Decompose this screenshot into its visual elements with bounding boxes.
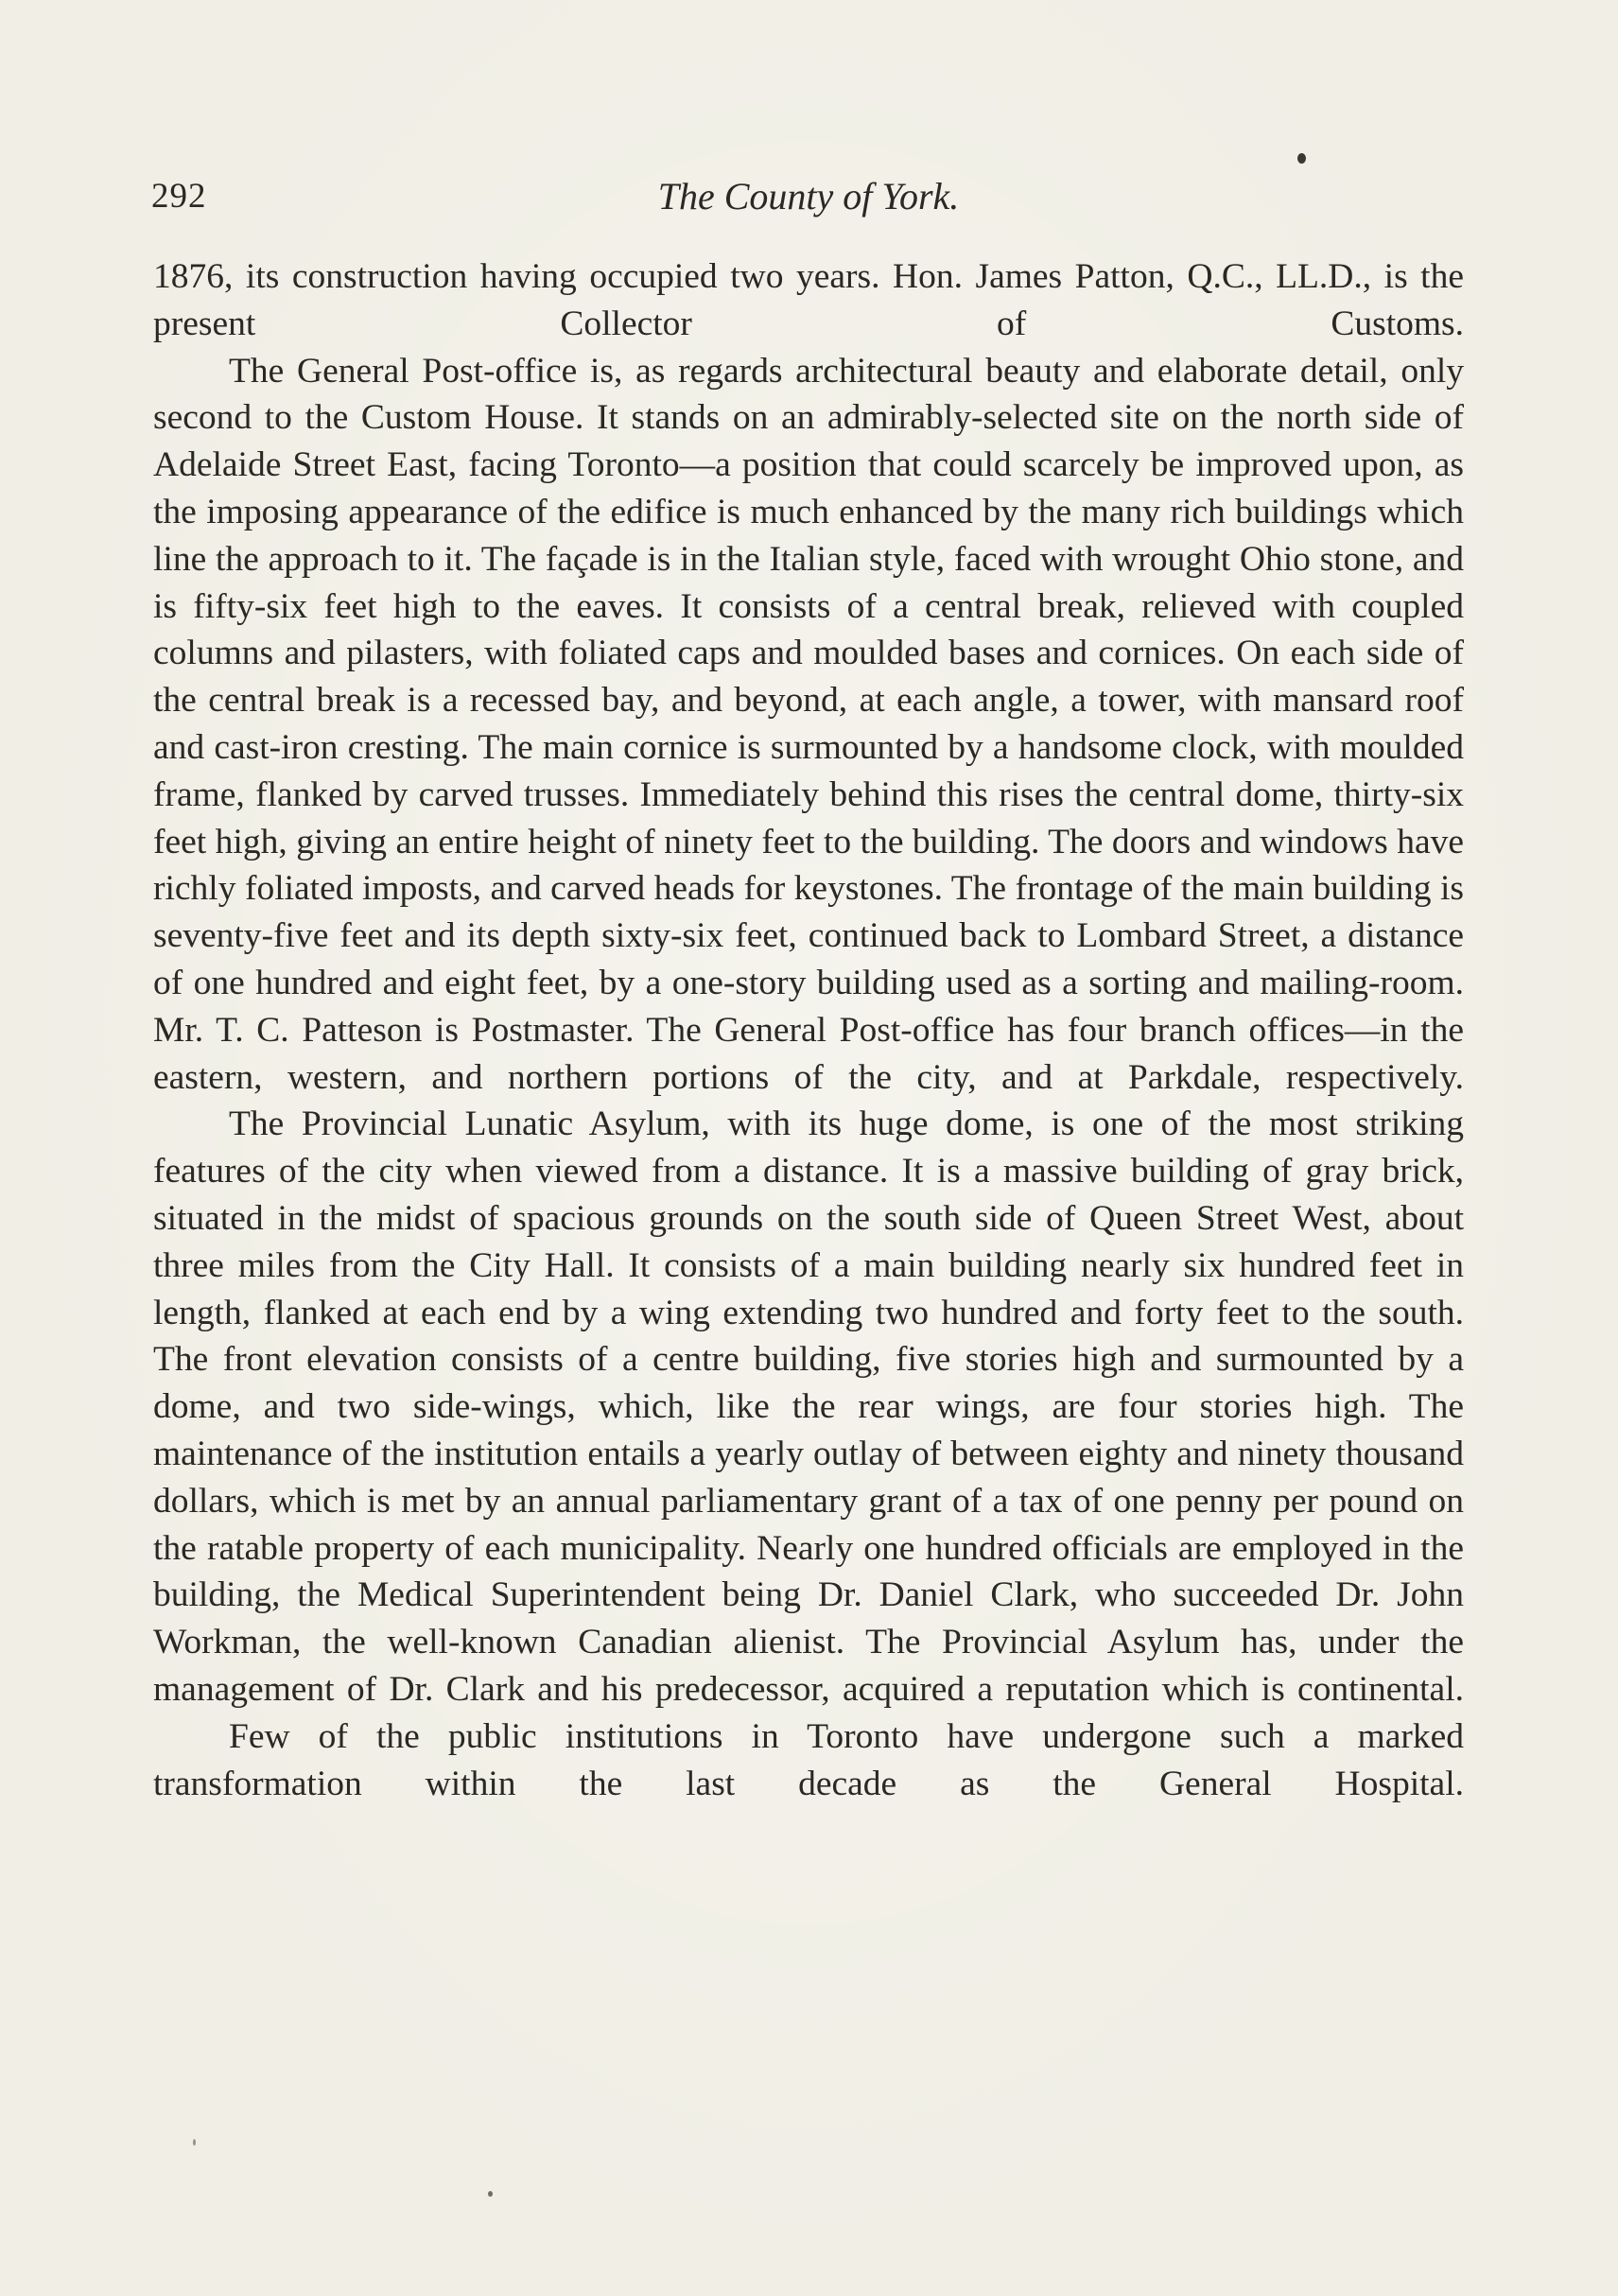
paragraph-customs-continued: 1876, its construction having occupied two years. Hon. James Patton, Q.C., LL.D., is the present Collector of Customs. (153, 257, 1464, 343)
running-title: The County of York. (657, 175, 960, 217)
page-header (151, 170, 1466, 227)
paragraph-lunatic-asylum: The Provincial Lunatic Asylum, with its huge dome, is one of the most striking features of the city when viewed from a distance. It is a massive building of gray brick, situated in the midst of spacious grounds on the south side of Queen Street West, about three miles from the City Hall. It consists of a main building nearly six hundred feet in length, flanked at each end by a wing extending two hundred and forty feet to the south. The front elevation consists of a centre building, five stories high and surmounted by a dome, and two side-wings, which, like the rear wings, are four stories high. The maintenance of the institution entails a yearly outlay of between eighty and ninety thousand dollars, which is met by an annual parliamentary grant of a tax of one penny per pound on the ratable property of each municipality. Nearly one hundred officials are employed in the building, the Medical Superintendent being Dr. Daniel Clark, who succeeded Dr. John Workman, the well-known Canadian alienist. The Provincial Asylum has, under the management of Dr. Clark and his predecessor, acquired a reputation which is continental. (153, 1105, 1464, 1709)
ink-speck (1297, 153, 1306, 164)
ink-speck (488, 2191, 493, 2197)
body-text (153, 253, 1464, 1807)
page-number: 292 (151, 177, 207, 216)
ink-speck (193, 2139, 196, 2146)
paragraph-general-hospital: Few of the public institutions in Toronto have undergone such a marked transformation within the last decade as the General Hospital. (153, 1716, 1464, 1803)
paragraph-post-office: The General Post-office is, as regards architectural beauty and elaborate detail, only second to the Custom House. It stands on an admirably-selected site on the north side of Adelaide Street East, facing Toronto—a position that could scarcely be improved upon, as the imposing appearance of the edifice is much enhanced by the many rich buildings which line the approach to it. The façade is in the Italian style, faced with wrought Ohio stone, and is fifty-six feet high to the eaves. It consists of a central break, relieved with coupled columns and pilasters, with foliated caps and moulded bases and cornices. On each side of the central break is a recessed bay, and beyond, at each angle, a tower, with mansard roof and cast-iron cresting. The main cornice is surmounted by a handsome clock, with moulded frame, flanked by carved trusses. Immediately behind this rises the central dome, thirty-six feet high, giving an entire height of ninety feet to the building. The doors and windows have richly foliated imposts, and carved heads for keystones. The frontage of the main building is seventy-five feet and its depth sixty-six feet, continued back to Lombard Street, a distance of one hundred and eight feet, by a one-story building used as a sorting and mailing-room. Mr. T. C. Patteson is Postmaster. The General Post-office has four branch offices—in the eastern, western, and northern portions of the city, and at Parkdale, respectively. (153, 351, 1464, 1097)
